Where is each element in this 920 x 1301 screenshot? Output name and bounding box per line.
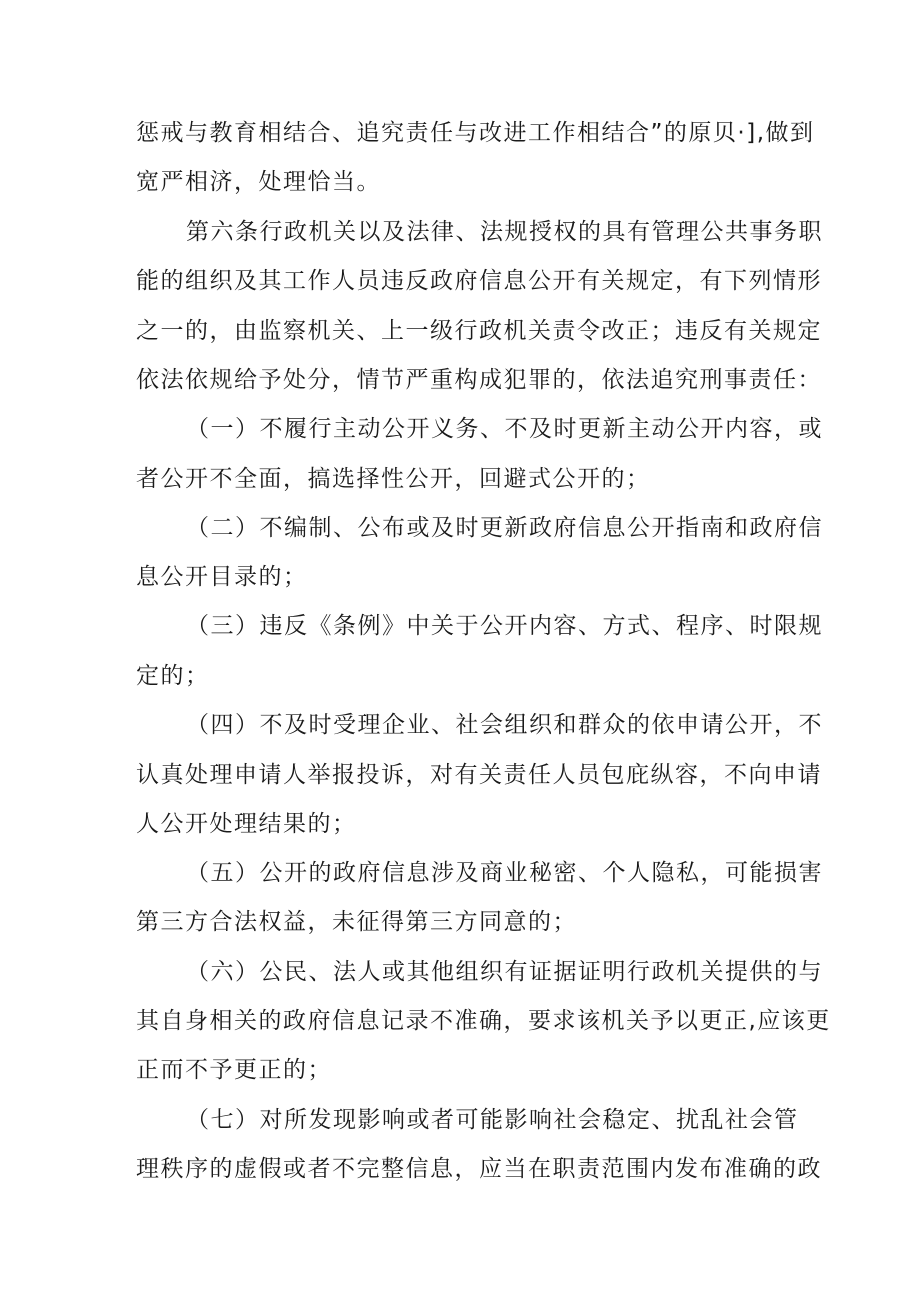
list-item-line: （五）公开的政府信息涉及商业秘密、个人隐私，可能损害 [186,860,823,886]
list-item-line: （七）对所发现影响或者可能影响社会稳定、扰乱社会管 [186,1107,799,1133]
list-item-line: （一）不履行主动公开义务、不及时更新主动公开内容，或 [186,416,823,442]
text-line: 理秩序的虚假或者不完整信息，应当在职责范围内发布准确的政 [136,1156,822,1182]
text-line: 定的； [136,663,210,689]
list-item-line: （三）违反《条例》中关于公开内容、方式、程序、时限规 [186,613,823,639]
text-line: 依法依规给予处分，情节严重构成犯罪的，依法追究刑事责任： [136,367,822,393]
text-line: 正而不予更正的； [136,1057,332,1083]
text-line: 之一的，由监察机关、上一级行政机关责令改正；违反有关规定 [136,318,822,344]
text-line: 能的组织及其工作人员违反政府信息公开有关规定，有下列情形 [136,268,822,294]
list-item-line: （四）不及时受理企业、社会组织和群众的依申请公开，不 [186,712,823,738]
list-item-line: （六）公民、法人或其他组织有证据证明行政机关提供的与 [186,959,823,985]
text-line: 惩戒与教育相结合、追究责任与改进工作相结合”的原贝·],做到 [136,120,815,146]
article-heading-line: 第六条行政机关以及法律、法规授权的具有管理公共事务职 [186,219,823,245]
text-line: 第三方合法权益，未征得第三方同意的； [136,909,577,935]
text-line: 认真处理申请人举报投诉，对有关责任人员包庇纵容，不向申请 [136,762,822,788]
text-line: 息公开目录的； [136,564,308,590]
list-item-line: （二）不编制、公布或及时更新政府信息公开指南和政府信 [186,515,823,541]
text-line: 人公开处理结果的； [136,811,357,837]
text-line: 宽严相济，处理恰当。 [136,169,381,195]
text-line: 者公开不全面，搞选择性公开，回避式公开的； [136,466,651,492]
text-line: 其自身相关的政府信息记录不准确，要求该机关予以更正,应该更 [136,1008,831,1034]
